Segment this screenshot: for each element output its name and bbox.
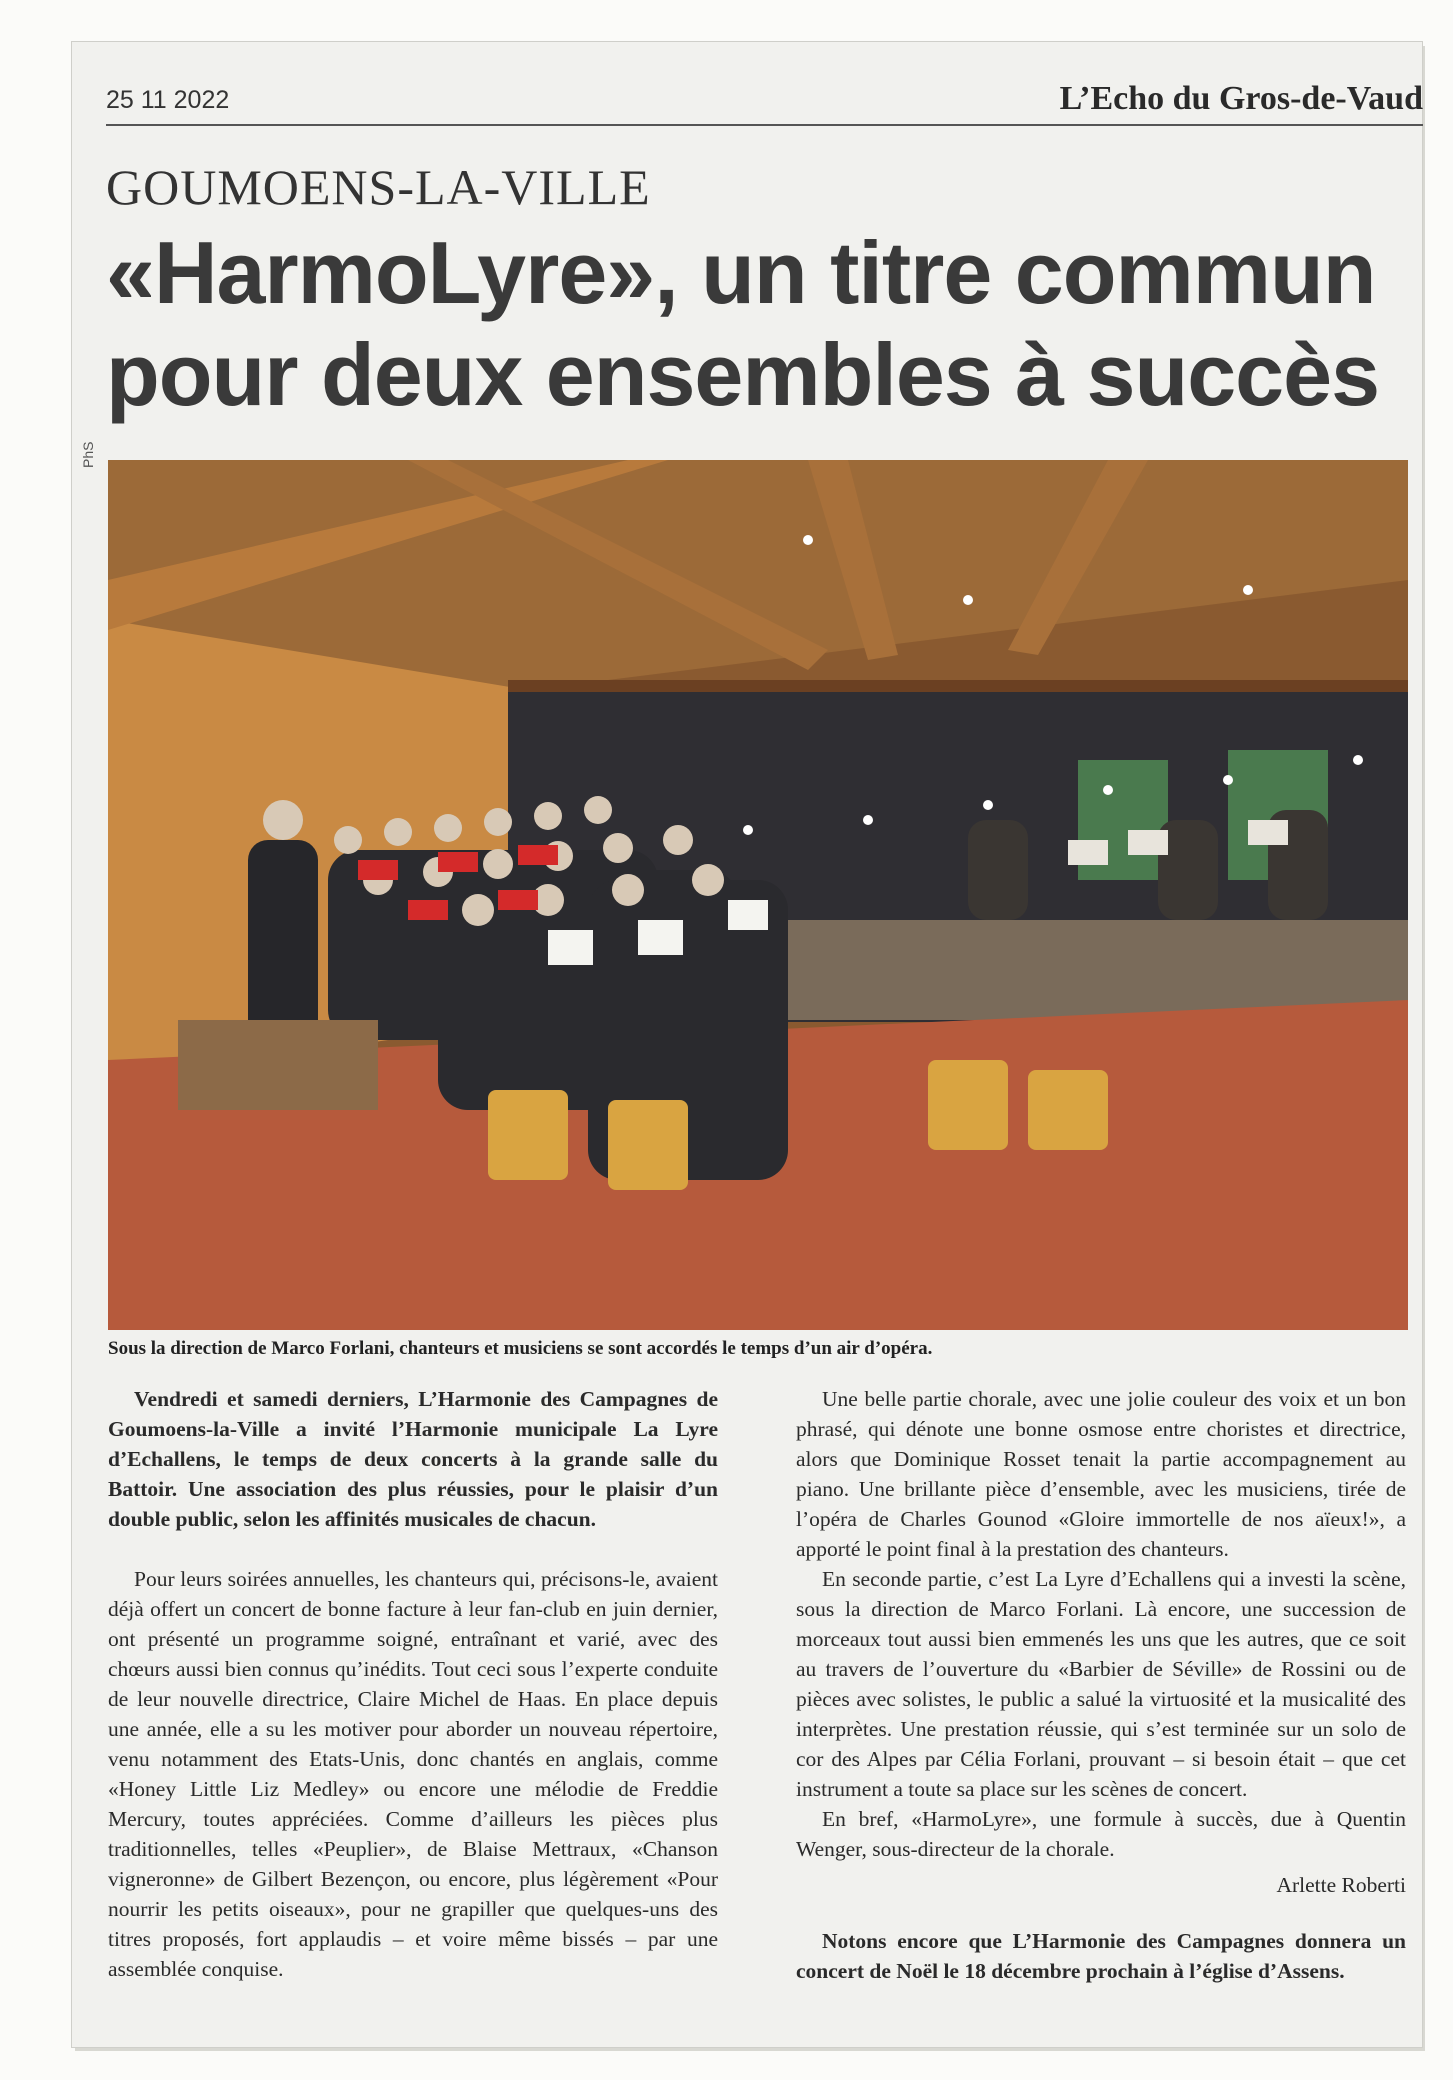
publication-date: 25 11 2022 xyxy=(106,86,230,114)
article-author: Arlette Roberti xyxy=(1276,1873,1406,1897)
concert-notice: Notons encore que L’Harmonie des Campagnes donnera un concert de Noël le 18 décembre prochain à l’église d’Assens. xyxy=(796,1929,1406,1983)
article-column-right xyxy=(796,1384,1406,1986)
article-column-left xyxy=(108,1384,718,1984)
article-headline xyxy=(106,222,1406,426)
photo-credit: PhS xyxy=(80,441,96,468)
article-lead: Vendredi et samedi derniers, L’Harmonie des Campagnes de Goumoens-la-Ville a invité l’Harmonie municipale La Lyre d’Echallens, le temps de deux concerts à la grande salle du Battoir. Une association des plus réussies, pour le plaisir d’un double public, selon les affinités musicales de chacun. xyxy=(108,1387,718,1531)
concert-illustration xyxy=(108,460,1408,1330)
article-paragraph: En seconde partie, c’est La Lyre d’Echallens qui a investi la scène, sous la direction de Marco Forlani. Là encore, une succession de morceaux tout aussi bien emmenés les uns que les autres, que ce soit au travers de l’ouverture du «Barbier de Séville» de Rossini ou de pièces avec solistes, le public a salué la virtuosité et la musicalité des interprètes. Une prestation réussie, qui s’est terminée sur un solo de cor des Alpes par Célia Forlani, prouvant – si besoin était – que cet instrument a toute sa place sur les scènes de concert. xyxy=(796,1567,1406,1801)
article-paragraph: En bref, «HarmoLyre», une formule à succès, due à Quentin Wenger, sous-directeur de la chorale. xyxy=(796,1807,1406,1861)
header-divider xyxy=(106,124,1423,126)
article-kicker: GOUMOENS-LA-VILLE xyxy=(106,159,651,215)
photo-caption: Sous la direction de Marco Forlani, chanteurs et musiciens se sont accordés le temps d’un air d’opéra. xyxy=(108,1338,933,1359)
article-paragraph: Pour leurs soirées annuelles, les chanteurs qui, précisons-le, avaient déjà offert un concert de bonne facture à leur fan-club en juin dernier, ont présenté un programme soigné, entraînant et varié, avec des chœurs aussi bien connus qu’inédits. Tout ceci sous l’experte conduite de leur nouvelle directrice, Claire Michel de Haas. En place depuis une année, elle a su les motiver pour aborder un nouveau répertoire, venu notamment des Etats-Unis, donc chantés en anglais, comme «Honey Little Liz Medley» ou encore une mélodie de Freddie Mercury, toutes appréciées. Comme d’ailleurs les pièces plus traditionnelles, telles «Peuplier», de Blaise Mettraux, «Chanson vigneronne» de Gilbert Bezençon, ou encore, plus légèrement «Pour nourrir les petits oiseaux», pour ne grapiller que quelques-uns des titres proposés, fort applaudis – et voire même bissés – par une assemblée conquise. xyxy=(108,1567,718,1981)
headline-line-1: «HarmoLyre», un titre commun xyxy=(106,223,1376,322)
article-paragraph: Une belle partie chorale, avec une jolie couleur des voix et un bon phrasé, qui dénote une bonne osmose entre choristes et directrice, alors que Dominique Rosset tenait la partie accompagnement au piano. Une brillante pièce d’ensemble, avec les musiciens, tirée de l’opéra de Charles Gounod «Gloire immortelle de nos aïeux!», a apporté le point final à la prestation des chanteurs. xyxy=(796,1387,1406,1561)
concert-photo xyxy=(108,460,1408,1330)
publication-name: L’Echo du Gros-de-Vaud xyxy=(1059,80,1423,117)
headline-line-2: pour deux ensembles à succès xyxy=(106,325,1380,424)
